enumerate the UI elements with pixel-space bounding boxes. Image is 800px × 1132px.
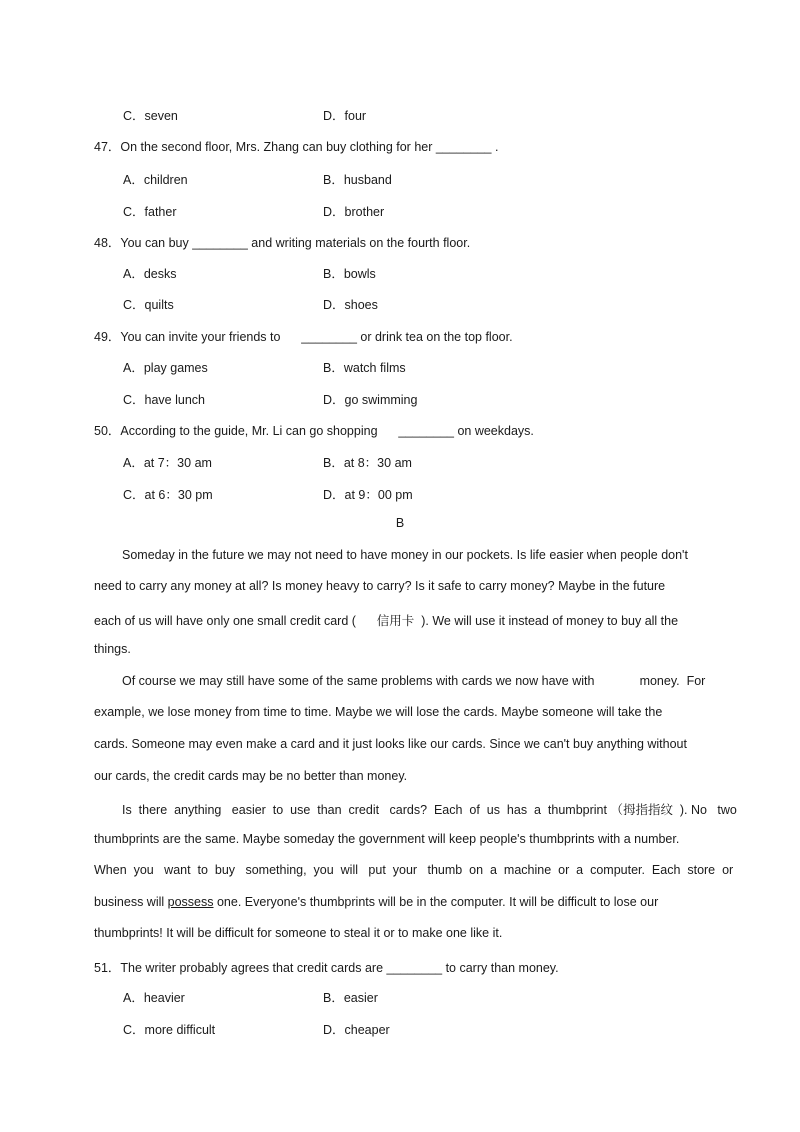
passage-line: example, we lose money from time to time. Maybe we will lose the cards. Maybe someone will take the	[94, 705, 663, 719]
option-b: B．at 8：30 am	[323, 456, 412, 470]
option-b: B．easier	[323, 991, 378, 1005]
passage-line: Of course we may still have some of the same problems with cards we now have with money. For	[122, 674, 706, 688]
option-c: C．father	[123, 205, 177, 219]
option-a: A．at 7：30 am	[123, 456, 212, 470]
option-d: D．brother	[323, 205, 385, 219]
option-c: C．have lunch	[123, 393, 205, 407]
option-a: A．heavier	[123, 991, 185, 1005]
question-48-stem: 48．You can buy ________ and writing materials on the fourth floor.	[94, 236, 471, 250]
passage-line: thumbprints are the same. Maybe someday the government will keep people's thumbprints with a number.	[94, 832, 680, 846]
passage-text: one. Everyone's thumbprints will be in the computer. It will be difficult to lose our	[213, 895, 659, 909]
question-50-stem: 50．According to the guide, Mr. Li can go shopping ________ on weekdays.	[94, 424, 534, 438]
passage-line: thumbprints! It will be difficult for someone to steal it or to make one like it.	[94, 926, 503, 940]
passage-line: cards. Someone may even make a card and it just looks like our cards. Since we can't buy anything without	[94, 737, 687, 751]
passage-line: things.	[94, 642, 131, 656]
option-b: B．husband	[323, 173, 392, 187]
question-49-stem: 49．You can invite your friends to ________ or drink tea on the top floor.	[94, 330, 513, 344]
passage-line: Is there anything easier to use than credit cards? Each of us has a thumbprint （拇指指纹 ). No two	[122, 803, 737, 817]
option-b: B．bowls	[323, 267, 376, 281]
option-a: A．play games	[123, 361, 208, 375]
option-d: D．four	[323, 109, 367, 123]
passage-text: business will	[94, 895, 168, 909]
passage-line: Someday in the future we may not need to have money in our pockets. Is life easier when people don't	[122, 548, 688, 562]
passage-line: When you want to buy something, you will put your thumb on a machine or a computer. Each store or	[94, 863, 734, 877]
option-c: C．at 6：30 pm	[123, 488, 213, 502]
option-d: D．shoes	[323, 298, 378, 312]
option-d: D．cheaper	[323, 1023, 390, 1037]
option-a: A．children	[123, 173, 188, 187]
option-c: C．more difficult	[123, 1023, 216, 1037]
option-b: B．watch films	[323, 361, 406, 375]
passage-line	[94, 895, 658, 909]
option-d: D．go swimming	[323, 393, 418, 407]
section-heading: B	[395, 516, 405, 530]
option-c: C．quilts	[123, 298, 174, 312]
question-51-stem: 51．The writer probably agrees that credit cards are ________ to carry than money.	[94, 961, 559, 975]
underlined-word: possess	[167, 895, 214, 909]
passage-line: need to carry any money at all? Is money heavy to carry? Is it safe to carry money? Maybe in the future	[94, 579, 666, 593]
option-d: D．at 9：00 pm	[323, 488, 413, 502]
option-c: C．seven	[123, 109, 178, 123]
option-a: A．desks	[123, 267, 177, 281]
passage-line: our cards, the credit cards may be no better than money.	[94, 769, 408, 783]
question-47-stem: 47．On the second floor, Mrs. Zhang can buy clothing for her ________ .	[94, 140, 499, 154]
passage-line: each of us will have only one small credit card ( 信用卡 ). We will use it instead of money to buy all the	[94, 614, 679, 628]
